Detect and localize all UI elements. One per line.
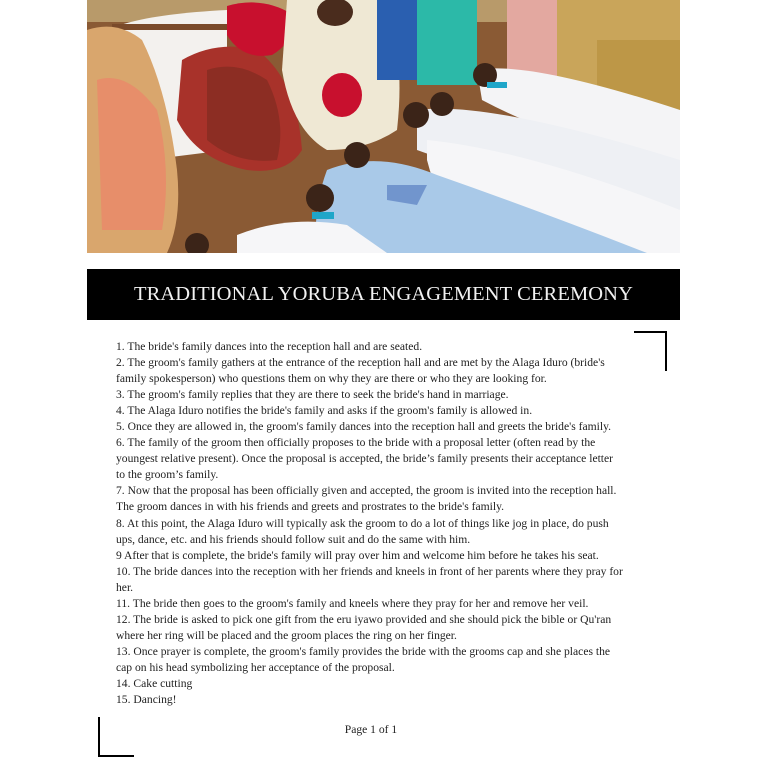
step-line: to the groom’s family. bbox=[116, 468, 219, 482]
step-line: The groom dances in with his friends and greets and prostrates to the bride's family. bbox=[116, 500, 505, 514]
step-line: 5. Once they are allowed in, the groom's family dances into the reception hall and greets the bride's family. bbox=[116, 420, 612, 434]
step-line: 13. Once prayer is complete, the groom's family provides the bride with the grooms cap and she places the bbox=[116, 644, 611, 658]
ceremony-photo-illustration bbox=[87, 0, 680, 253]
step-line: 11. The bride then goes to the groom's family and kneels where they pray for her and remove her veil. bbox=[116, 596, 589, 610]
step-line: 12. The bride is asked to pick one gift from the eru iyawo provided and she should pick the bible or Qu'ran bbox=[116, 612, 612, 626]
step-line: 8. At this point, the Alaga Iduro will typically ask the groom to do a lot of things like jog in place, do push bbox=[116, 516, 609, 530]
step-line: 6. The family of the groom then officially proposes to the bride with a proposal letter (often read by the bbox=[116, 436, 596, 450]
step-line: 4. The Alaga Iduro notifies the bride's family and asks if the groom's family is allowed in. bbox=[116, 404, 533, 418]
step-line: 2. The groom's family gathers at the entrance of the reception hall and are met by the Alaga Iduro (bride's bbox=[116, 356, 605, 370]
step-line: 15. Dancing! bbox=[116, 693, 177, 707]
page-title: TRADITIONAL YORUBA ENGAGEMENT CEREMONY bbox=[133, 283, 633, 305]
step-line: family spokesperson) who questions them on why they are there or who they are looking for. bbox=[116, 372, 547, 386]
step-line: cap on his head symbolizing her acceptance of the proposal. bbox=[116, 660, 395, 674]
step-line: 7. Now that the proposal has been officially given and accepted, the groom is invited into the reception hall. bbox=[116, 484, 617, 498]
step-line: where her ring will be placed and the groom places the ring on her finger. bbox=[116, 628, 457, 642]
step-line: 14. Cake cutting bbox=[116, 676, 193, 690]
step-line: 9 After that is complete, the bride's family will pray over him and welcome him before he takes his seat. bbox=[116, 548, 599, 562]
step-line: her. bbox=[116, 580, 134, 594]
step-line: youngest relative present). Once the proposal is accepted, the bride’s family presents their acceptance letter bbox=[116, 452, 614, 466]
step-line: 3. The groom's family replies that they are there to seek the bride's hand in marriage. bbox=[116, 388, 509, 402]
step-line: 10. The bride dances into the reception with her friends and kneels in front of her parents where they pray for bbox=[116, 564, 623, 578]
page-number: Page 1 of 1 bbox=[344, 723, 398, 736]
step-line: ups, dance, etc. and his friends should follow suit and do the same with him. bbox=[116, 532, 471, 546]
title-banner bbox=[87, 269, 680, 320]
ceremony-steps-list bbox=[116, 339, 636, 708]
crop-mark-top-right bbox=[634, 331, 667, 371]
step-line: 1. The bride's family dances into the reception hall and are seated. bbox=[116, 340, 423, 353]
ceremony-photo bbox=[87, 0, 680, 253]
